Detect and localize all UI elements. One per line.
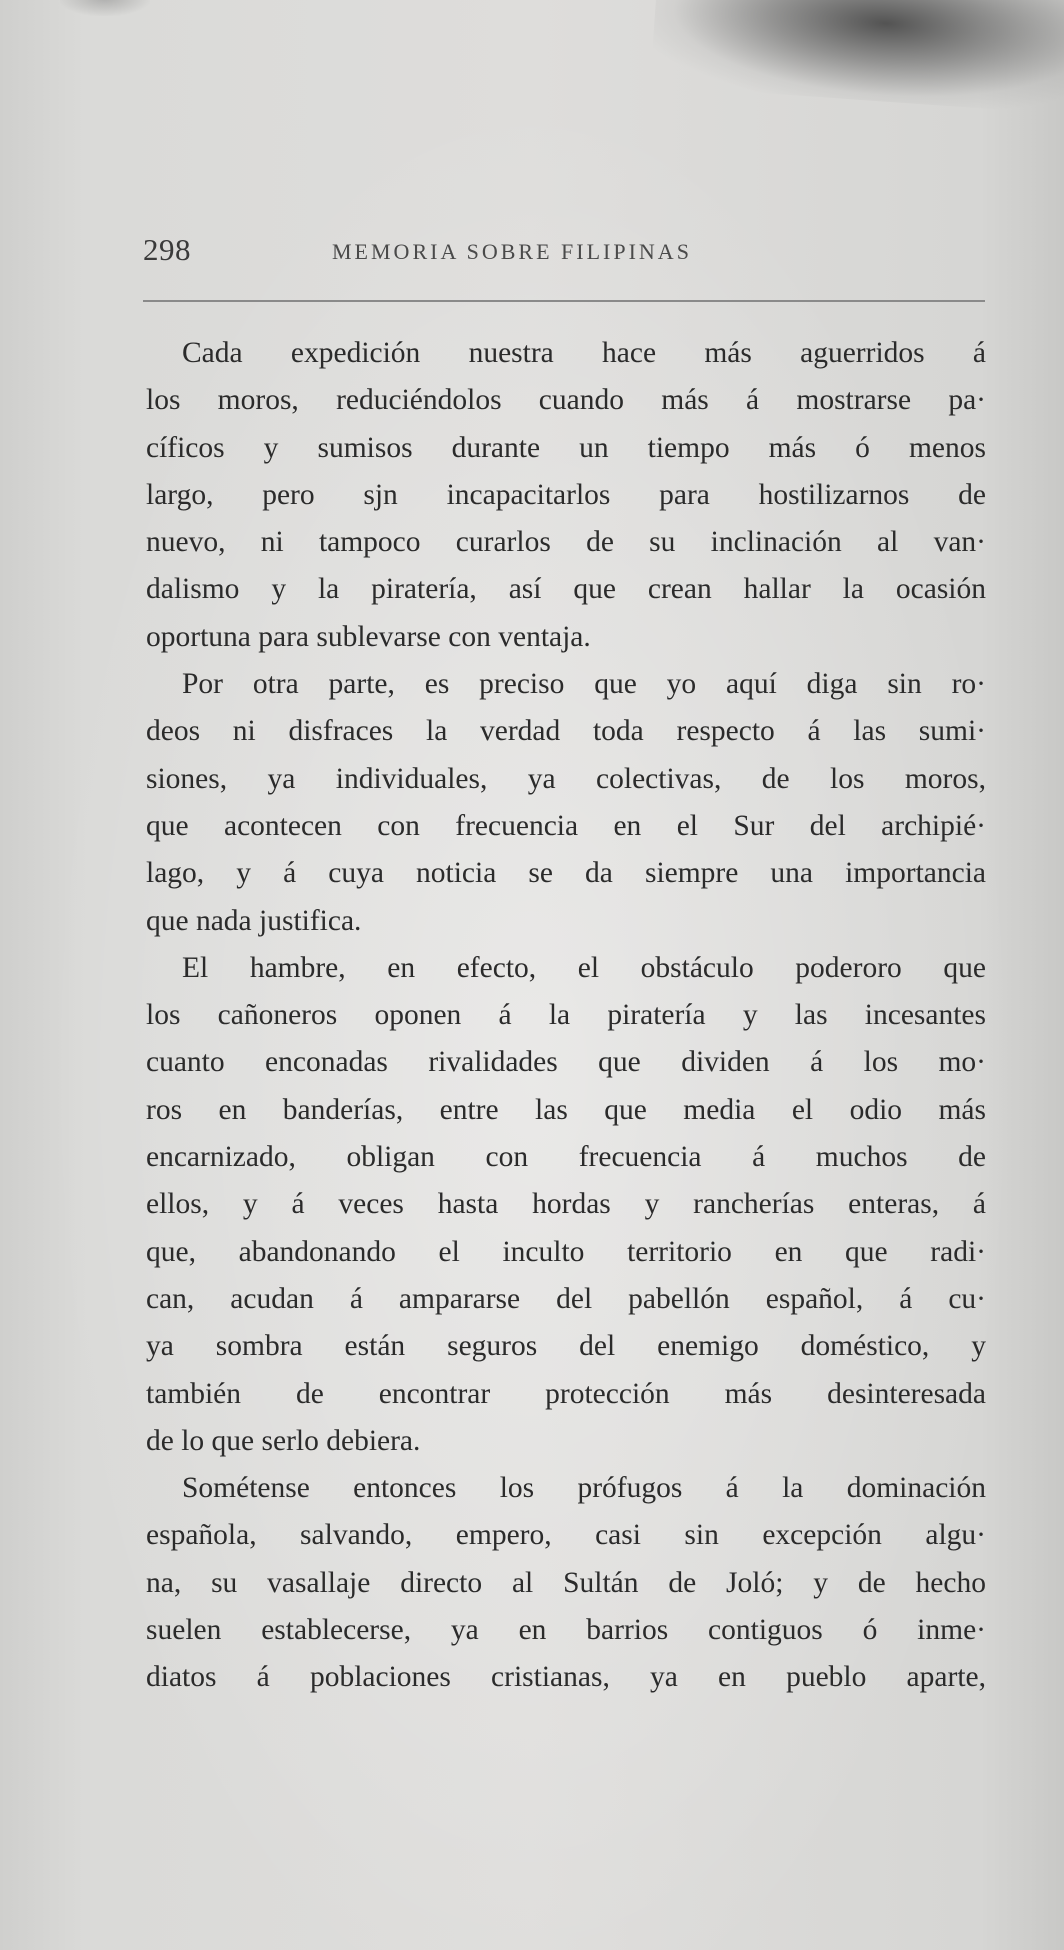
text-line: na, su vasallaje directo al Sultán de Joló; y de hecho	[146, 1566, 986, 1599]
text-line: lago, y á cuya noticia se da siempre una importancia	[146, 857, 986, 890]
text-line: can, acudan á ampararse del pabellón español, á cu·	[146, 1282, 986, 1315]
text-line: deos ni disfraces la verdad toda respecto á las sumi·	[146, 715, 986, 748]
page-stain-small	[60, 0, 150, 16]
text-line: que acontecen con frecuencia en el Sur del archipié·	[146, 809, 986, 842]
text-line: Sométense entonces los prófugos á la dominación	[182, 1472, 986, 1505]
text-line: que, abandonando el inculto territorio en que radi·	[146, 1235, 986, 1268]
text-line: los moros, reduciéndolos cuando más á mostrarse pa·	[146, 384, 986, 417]
page-stain	[650, 0, 1064, 114]
text-line: oportuna para sublevarse con ventaja.	[146, 620, 591, 653]
text-line: ros en banderías, entre las que media el odio más	[146, 1093, 986, 1126]
text-line: largo, pero sjn incapacitarlos para hostilizarnos de	[146, 478, 986, 511]
header-rule	[143, 300, 985, 302]
text-line: ellos, y á veces hasta hordas y rancherías enteras, á	[146, 1188, 986, 1221]
text-line: Por otra parte, es preciso que yo aquí diga sin ro·	[182, 668, 986, 701]
text-line: que nada justifica.	[146, 904, 362, 937]
text-line: española, salvando, empero, casi sin excepción algu·	[146, 1519, 986, 1552]
text-line: diatos á poblaciones cristianas, ya en pueblo aparte,	[146, 1661, 986, 1694]
text-line: cíficos y sumisos durante un tiempo más ó menos	[146, 431, 986, 464]
text-line: ya sombra están seguros del enemigo doméstico, y	[146, 1330, 986, 1363]
text-line: también de encontrar protección más desinteresada	[146, 1377, 986, 1410]
page-number: 298	[143, 232, 191, 267]
text-line: siones, ya individuales, ya colectivas, de los moros,	[146, 762, 986, 795]
text-line: de lo que serlo debiera.	[146, 1424, 421, 1457]
text-line: los cañoneros oponen á la piratería y las incesantes	[146, 999, 986, 1032]
body-text	[146, 330, 986, 1702]
page-header	[143, 232, 985, 272]
text-line: nuevo, ni tampoco curarlos de su inclinación al van·	[146, 526, 986, 559]
text-line: cuanto enconadas rivalidades que dividen á los mo·	[146, 1046, 986, 1079]
running-title: MEMORIA SOBRE FILIPINAS	[332, 239, 692, 264]
text-line: encarnizado, obligan con frecuencia á muchos de	[146, 1141, 986, 1174]
text-line: Cada expedición nuestra hace más aguerridos á	[182, 337, 986, 369]
text-line: suelen establecerse, ya en barrios contiguos ó inme·	[146, 1614, 986, 1647]
text-line: dalismo y la piratería, así que crean hallar la ocasión	[146, 573, 986, 606]
text-line: El hambre, en efecto, el obstáculo poderoro que	[182, 951, 986, 984]
